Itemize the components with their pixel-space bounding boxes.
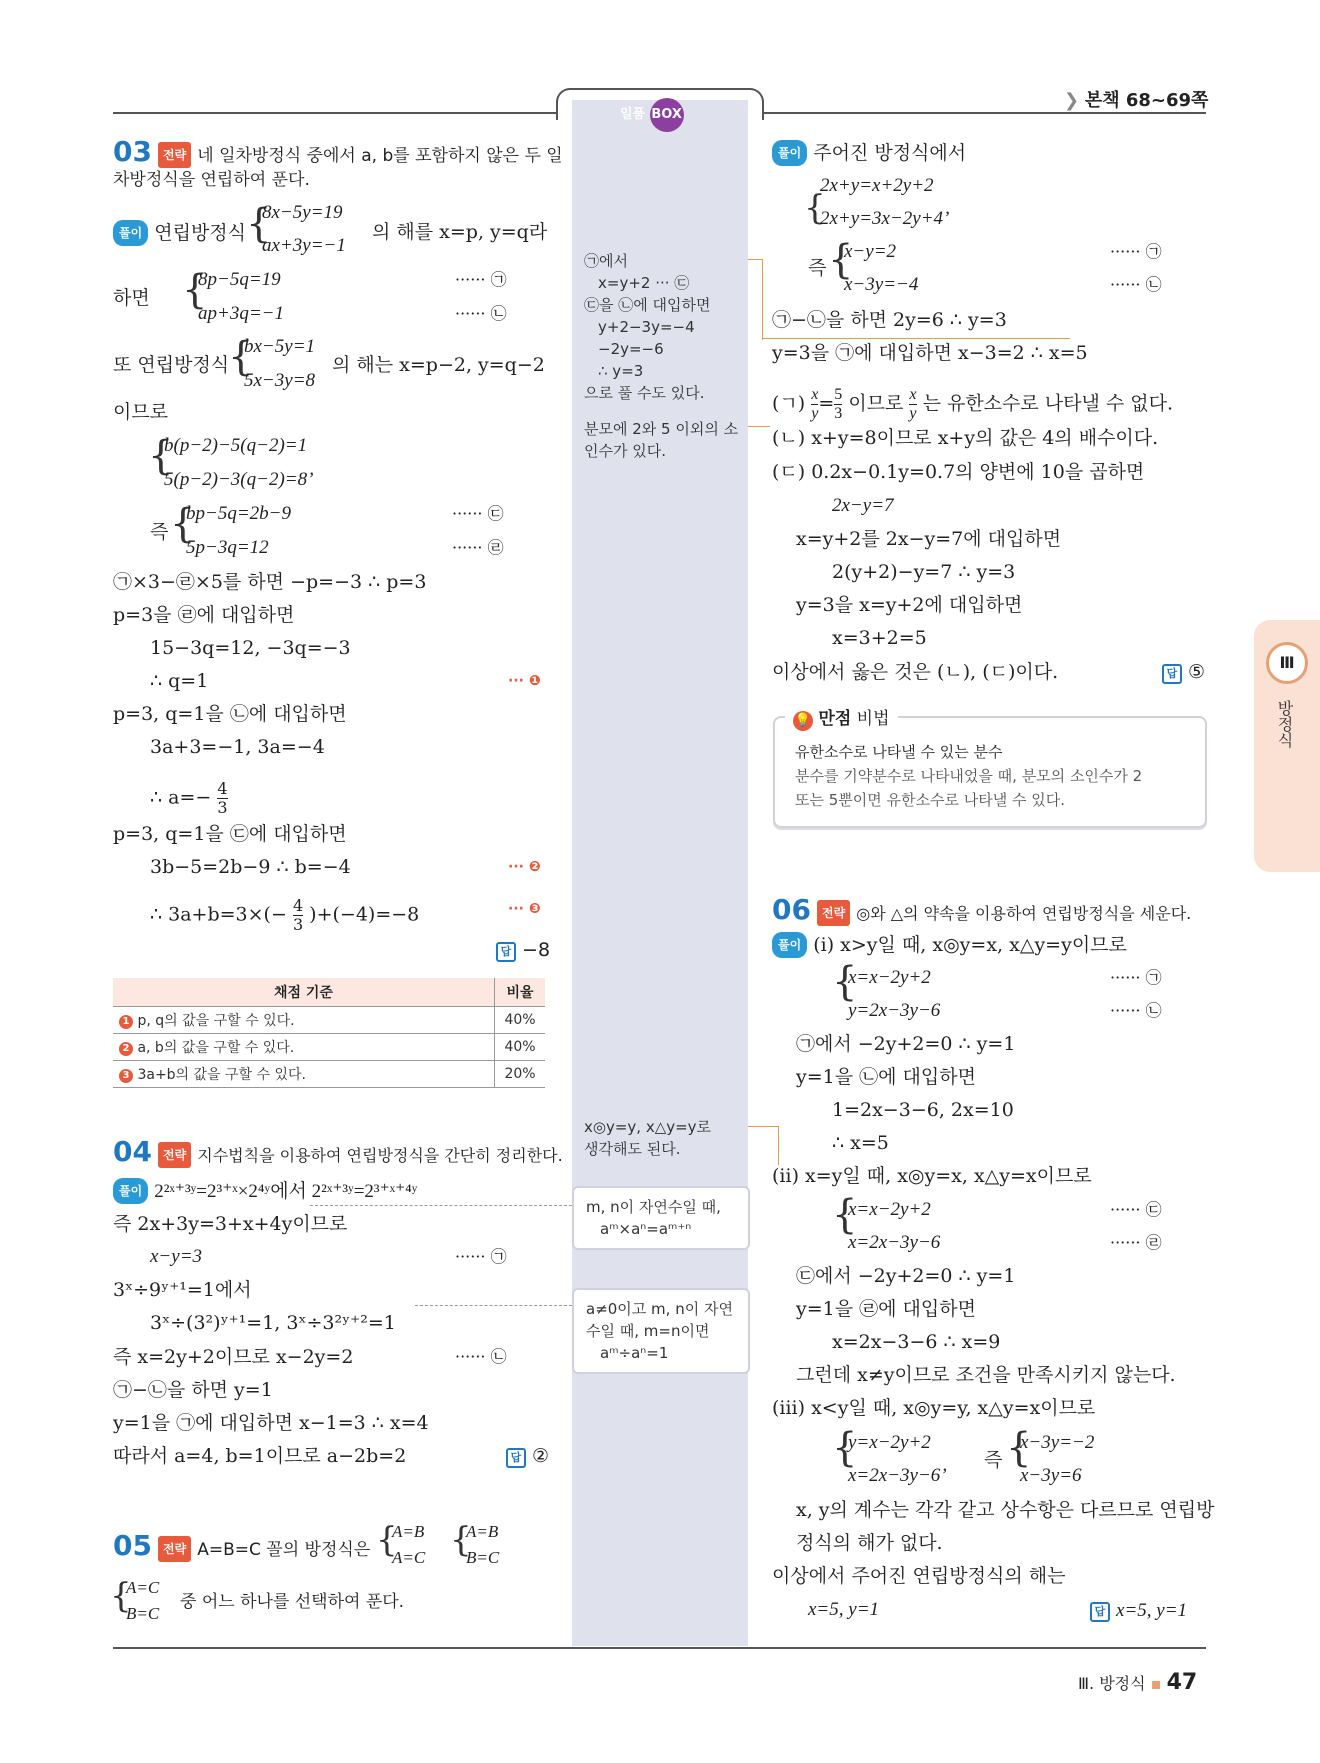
equation: ax+3y=−1	[262, 235, 346, 256]
equation-tag: ······ ㉡	[455, 1347, 507, 1366]
numerator: 4	[292, 896, 304, 915]
equation: b(p−2)−5(q−2)=1	[164, 435, 308, 456]
text: 의 해를 x=p, y=q라	[372, 221, 548, 243]
text: y=3을 x=y+2에 대입하면	[796, 594, 1023, 616]
brace: {	[376, 1520, 398, 1560]
q05-strategy-tag: 전략	[158, 1536, 191, 1562]
text: 즉	[150, 521, 169, 543]
box-badge: BOX	[650, 98, 684, 132]
step-marker-3: ··· ❸	[508, 901, 541, 917]
denominator: 3	[834, 405, 843, 422]
note-line: 으로 풀 수도 있다.	[584, 384, 705, 402]
text: 그런데 x≠y이므로 조건을 만족시키지 않는다.	[796, 1364, 1176, 1386]
text: 즉 2x+3y=3+x+4y이므로	[113, 1213, 348, 1235]
side-box-exponent-1	[572, 1186, 750, 1250]
text: 3a+3=−1, 3a=−4	[150, 736, 325, 758]
equation: 5p−3q=12	[186, 537, 269, 558]
note-line: m, n이 자연수일 때,	[586, 1198, 721, 1216]
brace: {	[832, 1192, 858, 1238]
equation: A=C	[126, 1578, 160, 1597]
step-number: 3	[119, 1069, 133, 1083]
note-line: aᵐ÷aⁿ=1	[600, 1344, 669, 1362]
page-reference: ❯ 본책 68~69쪽	[1064, 90, 1209, 111]
text: 또 연립방정식	[113, 354, 230, 376]
text: x, y의 계수는 각각 같고 상수항은 다르므로 연립방	[796, 1499, 1215, 1521]
equation-tag: ······ ㉢	[452, 504, 504, 523]
cell: 20%	[495, 1061, 546, 1088]
connector-line	[762, 338, 1070, 339]
text: 3ˣ÷9ʸ⁺¹=1에서	[113, 1279, 252, 1301]
q03-strategy-cont: 차방정식을 연립하여 푼다.	[113, 170, 310, 190]
note-line: a≠0이고 m, n이 자연	[586, 1300, 733, 1318]
q06-case3: (ⅲ) x<y일 때, x◎y=y, x△y=x이므로	[772, 1397, 1096, 1419]
side-note-3	[584, 1116, 711, 1160]
text: (ㄷ) 0.2x−0.1y=0.7의 양변에 10을 곱하면	[772, 461, 1145, 483]
q05-answer	[1162, 660, 1205, 684]
equation: x−y=3	[150, 1246, 203, 1267]
connector-line	[748, 1126, 779, 1165]
equation: x=5, y=1	[808, 1599, 880, 1620]
text: y=1을 ㉣에 대입하면	[796, 1298, 976, 1320]
page-number: 47	[1166, 1670, 1198, 1695]
q03-sol-line1	[113, 220, 246, 246]
note-line: 인수가 있다.	[584, 442, 666, 460]
tip-title-strong: 만점	[818, 709, 852, 729]
box-header	[620, 98, 684, 132]
text: x=y+2를 2x−y=7에 대입하면	[796, 528, 1062, 550]
chevron-right-icon: ❯	[1064, 90, 1080, 111]
cell: 3a+b의 값을 구할 수 있다.	[137, 1067, 306, 1083]
text: ㉢에서 −2y+2=0 ∴ y=1	[796, 1265, 1016, 1287]
text: ∴ 3a+b=3×(−	[150, 903, 287, 926]
q06-answer	[1090, 1598, 1187, 1623]
cell: 40%	[495, 1034, 546, 1061]
text: ㉠×3−㉣×5를 하면 −p=−3 ∴ p=3	[113, 571, 427, 593]
side-note-1	[584, 250, 710, 404]
tip-box	[773, 709, 1207, 828]
answer-value: −8	[522, 939, 551, 961]
equation-tag: ······ ㉣	[452, 538, 504, 557]
table-row	[113, 1007, 545, 1034]
text: 는 유한소수로 나타낼 수 없다.	[922, 392, 1174, 415]
brace: {	[1006, 1425, 1032, 1471]
equation: B=C	[126, 1604, 160, 1623]
text: p=3, q=1을 ㉢에 대입하면	[113, 823, 347, 845]
text: 즉	[984, 1449, 1003, 1471]
table-row	[113, 1061, 545, 1088]
connector-line	[310, 1205, 572, 1206]
fraction	[811, 386, 818, 423]
chapter-tab-numeral: Ⅲ	[1266, 642, 1308, 684]
equation: 2x+y=x+2y+2	[820, 175, 934, 196]
q06-title	[772, 893, 1192, 926]
q04-strategy-tag: 전략	[158, 1142, 191, 1168]
tip-body: 또는 5뿐이면 유한소수로 나타낼 수 있다.	[795, 791, 1065, 809]
q03-title	[113, 135, 563, 168]
equation: y=x−2y+2	[848, 1432, 931, 1453]
equation: ap+3q=−1	[198, 303, 284, 324]
fraction-line	[150, 780, 228, 817]
connector-line	[748, 259, 763, 340]
equation-tag: ······ ㉠	[455, 1247, 507, 1266]
text: p=3, q=1을 ㉡에 대입하면	[113, 703, 347, 725]
chapter-tab-label: 방정식	[1275, 700, 1294, 748]
step-number: 2	[119, 1042, 133, 1056]
equation: y=2x−3y−6	[848, 1000, 941, 1021]
footer-rule	[113, 1647, 1206, 1649]
q03-strategy: 네 일차방정식 중에서 a, b를 포함하지 않은 두 일	[197, 146, 563, 166]
q05-strategy: A=B=C 꼴의 방정식은	[197, 1540, 371, 1560]
q06-solution-tag: 풀이	[772, 932, 807, 958]
numerator: x	[909, 386, 917, 403]
q04-number: 04	[113, 1135, 152, 1168]
fraction-line	[150, 897, 419, 934]
text: 주어진 방정식에서	[813, 142, 967, 164]
equation: 8x−5y=19	[262, 202, 343, 223]
text: y=1을 ㉠에 대입하면 x−1=3 ∴ x=4	[113, 1412, 429, 1434]
q04-solution-tag: 풀이	[113, 1178, 148, 1204]
side-box-exponent-2	[572, 1288, 750, 1374]
equation: A=B	[466, 1522, 499, 1541]
text: 이상에서 주어진 연립방정식의 해는	[772, 1565, 1066, 1587]
equation: 5(p−2)−3(q−2)=8’	[164, 469, 314, 490]
equation-tag: ······ ㉡	[1110, 1001, 1162, 1020]
denominator: 3	[217, 798, 228, 817]
brace: {	[228, 334, 254, 380]
equation: x−3y=−4	[844, 274, 919, 295]
box-label: 일품	[620, 107, 646, 122]
brace: {	[110, 1576, 132, 1616]
q06-number: 06	[772, 893, 811, 926]
text: 즉 x=2y+2이므로 x−2y=2	[113, 1346, 354, 1368]
equation: x=x−2y+2	[848, 967, 931, 988]
brace: {	[148, 433, 174, 479]
tip-title-rest: 비법	[856, 709, 890, 729]
q06-strategy-tag: 전략	[817, 900, 850, 926]
text: x=2x−3−6 ∴ x=9	[832, 1331, 1001, 1353]
footer: Ⅲ. 방정식 ▪ 47	[1078, 1670, 1198, 1695]
text: (ⅰ) x>y일 때, x◎y=x, x△y=y이므로	[813, 934, 1127, 956]
text: ㉠에서 −2y+2=0 ∴ y=1	[796, 1033, 1016, 1055]
cell: 40%	[495, 1007, 546, 1034]
text: 3ˣ÷(3²)ʸ⁺¹=1, 3ˣ÷3²ʸ⁺²=1	[150, 1312, 396, 1334]
equation: bx−5y=1	[244, 336, 316, 357]
equation: 2x−y=7	[832, 495, 894, 516]
text: 이상에서 옳은 것은 (ㄴ), (ㄷ)이다.	[772, 661, 1059, 683]
equation: A=C	[392, 1548, 426, 1567]
equation: x−y=2	[844, 241, 897, 262]
text: 1=2x−3−6, 2x=10	[832, 1099, 1014, 1121]
numerator: 5	[834, 386, 843, 403]
text: 이므로	[113, 401, 169, 423]
equation-tag: ······ ㉣	[1110, 1233, 1162, 1252]
grading-table	[113, 978, 545, 1088]
text: ㉠−㉡을 하면 2y=6 ∴ y=3	[772, 309, 1007, 331]
brace: {	[828, 237, 854, 283]
equation: 2²ˣ⁺³ʸ=2³⁺ˣ×2⁴ʸ에서 2²ˣ⁺³ʸ=2³⁺ˣ⁺⁴ʸ	[154, 1181, 418, 1202]
text: 하면	[113, 287, 150, 309]
brace: {	[450, 1520, 472, 1560]
brace: {	[832, 1425, 858, 1471]
equation: 5x−3y=8	[244, 370, 316, 391]
q04-strategy: 지수법칙을 이용하여 연립방정식을 간단히 정리한다.	[197, 1146, 563, 1165]
q03-number: 03	[113, 135, 152, 168]
equation-tag: ······ ㉠	[455, 270, 507, 289]
text: 따라서 a=4, b=1이므로 a−2b=2	[113, 1445, 407, 1467]
q05-item-a: (ㄱ) $\frac{x}{y}$ = $\frac{5}{3}$ 이므로 $\frac{x}{y}$ 는 유한소수로 나타낼 수 없다.	[772, 386, 1174, 422]
text: 3b−5=2b−9 ∴ b=−4	[150, 856, 351, 878]
note-line: ㉢을 ㉡에 대입하면	[584, 296, 711, 314]
lightbulb-icon: 💡	[793, 711, 813, 731]
equation-tag: ······ ㉡	[455, 304, 507, 323]
step-marker-1: ··· ❶	[508, 673, 541, 689]
q05-solution-tag: 풀이	[772, 140, 807, 166]
equation: x−3y=−2	[1020, 1432, 1095, 1453]
text: y=1을 ㉡에 대입하면	[796, 1066, 976, 1088]
q03-answer	[496, 938, 550, 962]
text: ∴ x=5	[832, 1132, 889, 1154]
q05-number: 05	[113, 1529, 152, 1562]
q05-sol-line1	[772, 140, 966, 166]
equation-tag: ······ ㉢	[1110, 1200, 1162, 1219]
equation-tag: ······ ㉠	[1110, 968, 1162, 987]
q04-sol-line1	[113, 1178, 417, 1204]
cell: a, b의 값을 구할 수 있다.	[137, 1040, 295, 1056]
q03-solution-tag: 풀이	[113, 220, 148, 246]
tip-heading: 유한소수로 나타낼 수 있는 분수	[795, 743, 1003, 761]
text: y=3을 ㉠에 대입하면 x−3=2 ∴ x=5	[772, 342, 1088, 364]
text: ∴ q=1	[150, 670, 209, 692]
step-marker-2: ··· ❷	[508, 859, 541, 875]
note-line: aᵐ×aⁿ=aᵐ⁺ⁿ	[600, 1220, 692, 1238]
note-line: 수일 때, m=n이면	[586, 1322, 710, 1340]
connector-line	[748, 426, 770, 427]
brace: {	[182, 267, 208, 313]
equation: x−3y=6	[1020, 1465, 1082, 1486]
fraction	[217, 780, 227, 817]
text: ㉠−㉡을 하면 y=1	[113, 1379, 273, 1401]
equation-tag: ······ ㉡	[1110, 275, 1162, 294]
tip-title	[785, 704, 898, 731]
step-number: 1	[119, 1015, 133, 1029]
text: 이므로	[848, 392, 904, 415]
answer-icon: 답	[1162, 664, 1182, 684]
tip-body: 분수를 기약분수로 나타내었을 때, 분모의 소인수가 2	[795, 767, 1143, 785]
note-line: ∴ y=3	[598, 362, 644, 380]
note-line: −2y=−6	[598, 340, 664, 358]
connector-line	[415, 1305, 572, 1306]
q05-strategy-cont: 중 어느 하나를 선택하여 푼다.	[180, 1592, 405, 1612]
equation: bp−5q=2b−9	[186, 503, 291, 524]
brace: {	[170, 501, 196, 547]
answer-icon: 답	[506, 1448, 526, 1468]
fraction	[909, 386, 916, 423]
equation-tag: ······ ㉠	[1110, 242, 1162, 261]
equation: x=2x−3y−6	[848, 1232, 941, 1253]
text: p=3을 ㉣에 대입하면	[113, 604, 295, 626]
equation: A=B	[392, 1522, 425, 1541]
q06-strategy: ◎와 △의 약속을 이용하여 연립방정식을 세운다.	[856, 904, 1192, 923]
numerator: x	[811, 386, 819, 403]
text: )+(−4)=−8	[309, 903, 420, 926]
equation: x=2x−3y−6’	[848, 1465, 947, 1486]
cell: p, q의 값을 구할 수 있다.	[137, 1013, 295, 1029]
q04-answer	[506, 1444, 549, 1468]
q06-case2: (ⅱ) x=y일 때, x◎y=x, x△y=x이므로	[772, 1165, 1092, 1187]
equation: 2x+y=3x−2y+4’	[820, 208, 950, 229]
equation: x=x−2y+2	[848, 1199, 931, 1220]
note-line: 분모에 2와 5 이외의 소	[584, 420, 739, 438]
side-note-2	[584, 418, 738, 462]
answer-icon: 답	[1090, 1602, 1110, 1622]
q05-title	[113, 1529, 371, 1562]
denominator: y	[909, 405, 917, 422]
brace: {	[832, 959, 858, 1005]
text: (ㄴ) x+y=8이므로 x+y의 값은 4의 배수이다.	[772, 427, 1159, 449]
fraction	[834, 386, 842, 423]
note-line: x◎y=y, x△y=y로	[584, 1118, 712, 1136]
answer-value: ②	[532, 1445, 550, 1467]
fraction	[293, 897, 303, 934]
q04-title	[113, 1135, 563, 1168]
answer-icon: 답	[496, 942, 516, 962]
tip-content	[795, 740, 1142, 812]
note-line: 생각해도 된다.	[584, 1140, 681, 1158]
brace: {	[246, 201, 272, 247]
text: 정식의 해가 없다.	[796, 1532, 943, 1554]
numerator: 4	[217, 779, 228, 798]
text: 2(y+2)−y=7 ∴ y=3	[832, 561, 1016, 583]
footer-chapter: Ⅲ. 방정식	[1078, 1674, 1146, 1693]
note-line: ㉠에서	[584, 252, 628, 270]
denominator: 3	[292, 915, 304, 934]
note-line: x=y+2 ··· ㉢	[598, 274, 690, 292]
equation: 8p−5q=19	[198, 269, 281, 290]
denominator: y	[811, 405, 819, 422]
text: 즉	[808, 257, 827, 279]
q06-case1	[772, 932, 1127, 958]
q03-strategy-tag: 전략	[158, 142, 191, 168]
text: 의 해는 x=p−2, y=q−2	[332, 354, 545, 376]
answer-value: ⑤	[1188, 661, 1206, 683]
text: (ㄱ)	[772, 392, 806, 415]
chapter-tab[interactable]	[1254, 620, 1320, 872]
table-header: 비율	[495, 978, 546, 1007]
brace: {	[804, 188, 826, 228]
table-row	[113, 1034, 545, 1061]
text: 15−3q=12, −3q=−3	[150, 637, 351, 659]
answer-value: x=5, y=1	[1116, 1600, 1188, 1621]
note-line: y+2−3y=−4	[598, 318, 695, 336]
text: 연립방정식	[154, 222, 247, 244]
text: ∴ a=−	[150, 786, 212, 809]
equation: B=C	[466, 1548, 500, 1567]
text: x=3+2=5	[832, 627, 927, 649]
table-header: 채점 기준	[113, 978, 495, 1007]
